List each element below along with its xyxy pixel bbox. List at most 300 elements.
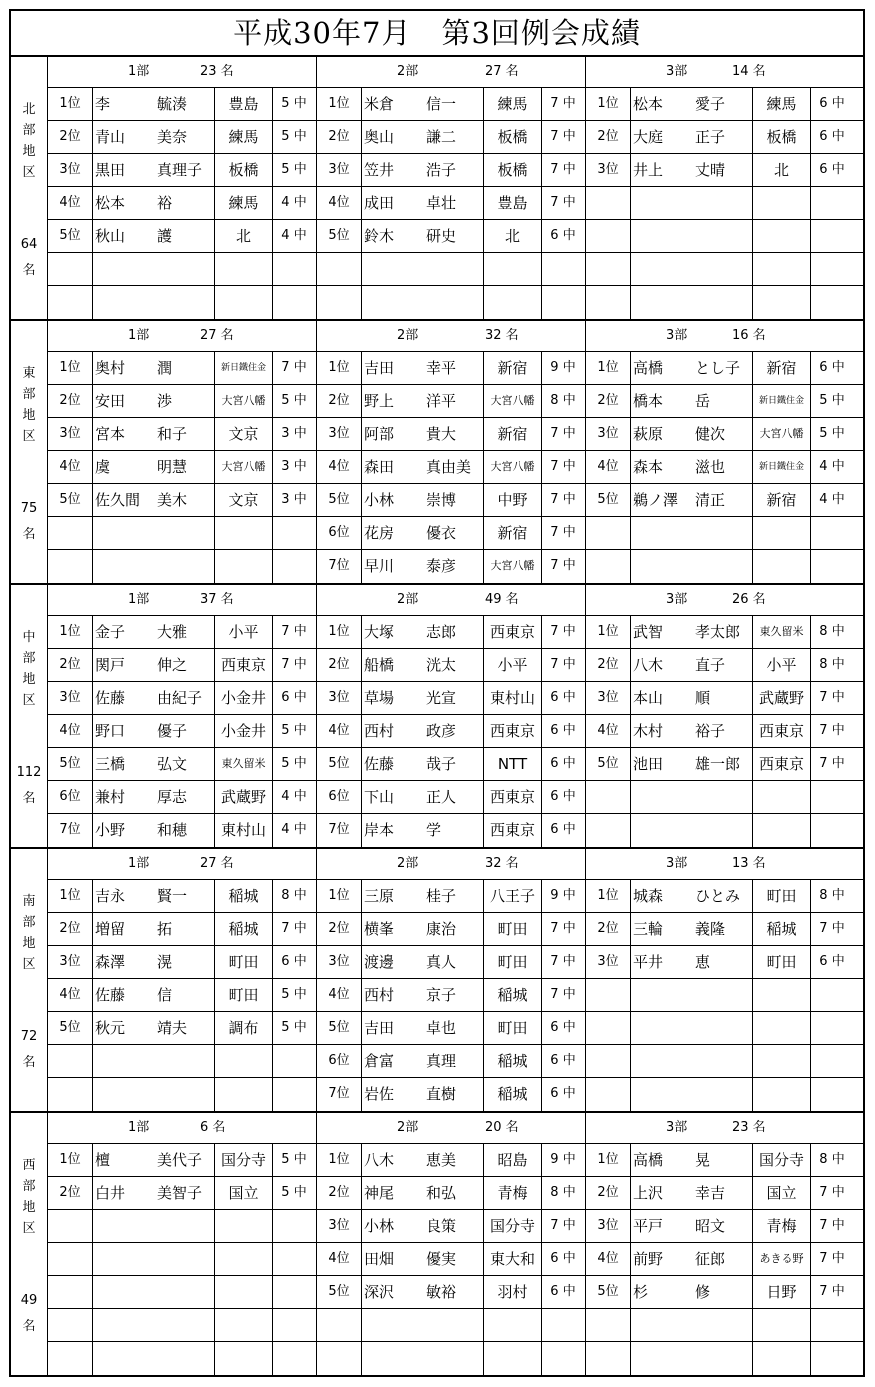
division-name: 2部	[397, 1120, 419, 1135]
table-row	[317, 1144, 585, 1177]
table-row	[317, 1045, 585, 1078]
club-cell: 練馬	[215, 121, 273, 153]
score-cell: 7 中	[819, 1185, 845, 1200]
given-name-cell: 幸平	[426, 352, 484, 384]
club-cell: 新日鐵住金	[753, 385, 811, 417]
club-cell: 文京	[215, 484, 273, 516]
club-cell: 昭島	[484, 1144, 542, 1176]
table-row	[317, 1177, 585, 1210]
club-cell: 町田	[484, 913, 542, 945]
region-label	[11, 585, 48, 847]
club-cell	[215, 1078, 273, 1111]
surname-cell	[631, 781, 695, 813]
rank-cell	[586, 814, 631, 847]
given-name-cell: 真理子	[157, 154, 215, 186]
score-cell: 6 中	[819, 129, 845, 144]
table-row	[586, 352, 863, 385]
score-cell	[273, 1078, 315, 1111]
division-rows	[48, 88, 316, 319]
table-row	[586, 385, 863, 418]
rank-cell	[586, 1012, 631, 1044]
division-table	[317, 1113, 586, 1377]
division-rows	[48, 1144, 316, 1375]
score-cell: 7 中	[550, 426, 576, 441]
rank-cell	[317, 253, 362, 285]
rank-cell: 4位	[586, 1243, 631, 1275]
rank-cell: 5位	[48, 1012, 93, 1044]
surname-cell: 大庭	[633, 128, 664, 146]
table-row	[586, 715, 863, 748]
given-name-cell	[695, 220, 753, 252]
table-row	[317, 451, 585, 484]
division-header	[586, 849, 863, 880]
score-cell	[273, 550, 315, 583]
given-name-cell: 光宣	[426, 682, 484, 714]
division-table	[48, 849, 317, 1111]
rank-cell: 3位	[317, 682, 362, 714]
club-cell: 西東京	[484, 616, 542, 648]
table-row	[586, 187, 863, 220]
club-cell: 稲城	[484, 1045, 542, 1077]
surname-cell	[93, 1078, 157, 1111]
score-cell: 5 中	[819, 426, 845, 441]
table-row	[317, 352, 585, 385]
table-row	[317, 187, 585, 220]
given-name-cell: 真理	[426, 1045, 484, 1077]
score-cell: 8 中	[819, 888, 845, 903]
table-row	[586, 88, 863, 121]
score-cell: 7 中	[550, 624, 576, 639]
surname-cell: 佐藤	[364, 755, 395, 773]
given-name-cell: 拓	[157, 913, 215, 945]
score-cell	[811, 1045, 853, 1077]
given-name-cell	[695, 1045, 753, 1077]
score-cell: 6 中	[819, 360, 845, 375]
score-cell: 7 中	[281, 921, 307, 936]
rank-cell: 5位	[317, 1012, 362, 1044]
rank-cell	[48, 253, 93, 285]
club-cell	[753, 253, 811, 285]
rank-cell: 1位	[48, 352, 93, 384]
surname-cell: 奥山	[364, 128, 395, 146]
given-name-cell: 卓也	[426, 1012, 484, 1044]
table-row	[586, 1177, 863, 1210]
club-cell: 八王子	[484, 880, 542, 912]
division-rows	[48, 352, 316, 583]
rank-cell: 1位	[586, 616, 631, 648]
score-cell	[542, 286, 584, 319]
division-rows	[586, 1144, 863, 1375]
surname-cell	[631, 1342, 695, 1375]
division-table	[48, 57, 317, 319]
given-name-cell: 卓壮	[426, 187, 484, 219]
given-name-cell: 優実	[426, 1243, 484, 1275]
division-name: 1部	[128, 64, 150, 79]
division-header	[317, 585, 585, 616]
score-cell	[811, 187, 853, 219]
table-row	[586, 286, 863, 319]
division-header	[48, 321, 316, 352]
region-name-char: 南	[22, 894, 36, 909]
given-name-cell: 真人	[426, 946, 484, 978]
rank-cell: 3位	[586, 946, 631, 978]
region-name-char: 中	[22, 630, 36, 645]
table-row	[586, 616, 863, 649]
division-name: 3部	[666, 1120, 688, 1135]
given-name-cell: 恵美	[426, 1144, 484, 1176]
rank-cell: 2位	[48, 649, 93, 681]
surname-cell: 高橋	[633, 1151, 664, 1169]
division-name: 1部	[128, 328, 150, 343]
given-name-cell	[695, 814, 753, 847]
table-row	[317, 946, 585, 979]
surname-cell: 佐久間	[95, 491, 141, 509]
rank-cell: 3位	[317, 946, 362, 978]
score-cell	[811, 814, 853, 847]
table-row	[586, 814, 863, 847]
rank-cell: 2位	[317, 121, 362, 153]
club-cell: 調布	[215, 1012, 273, 1044]
table-row	[317, 979, 585, 1012]
given-name-cell: 和弘	[426, 1177, 484, 1209]
given-name-cell	[695, 550, 753, 583]
given-name-cell: 順	[695, 682, 753, 714]
given-name-cell: 直樹	[426, 1078, 484, 1111]
region-name	[11, 1155, 47, 1239]
rank-cell	[586, 517, 631, 549]
club-cell: 板橋	[484, 121, 542, 153]
club-cell: 国立	[753, 1177, 811, 1209]
given-name-cell: 孝太郎	[695, 616, 753, 648]
score-cell: 9 中	[550, 888, 576, 903]
surname-cell: 橋本	[633, 392, 664, 410]
score-cell	[811, 1078, 853, 1111]
table-row	[48, 715, 316, 748]
surname-cell	[362, 1342, 426, 1375]
rank-cell: 6位	[48, 781, 93, 813]
score-cell: 6 中	[550, 1251, 576, 1266]
table-row	[48, 979, 316, 1012]
division-header	[317, 321, 585, 352]
given-name-cell: 美智子	[157, 1177, 215, 1209]
table-row	[48, 220, 316, 253]
score-cell	[811, 220, 853, 252]
surname-cell: 木村	[633, 722, 664, 740]
club-cell	[215, 1342, 273, 1375]
region-member-count	[11, 496, 47, 548]
rank-cell: 4位	[317, 715, 362, 747]
given-name-cell: 義隆	[695, 913, 753, 945]
rank-cell: 6位	[317, 1045, 362, 1077]
club-cell: 大宮八幡	[484, 451, 542, 483]
table-row	[586, 748, 863, 781]
table-row	[586, 451, 863, 484]
rank-cell: 2位	[48, 1177, 93, 1209]
table-row	[48, 1276, 316, 1309]
score-cell	[811, 253, 853, 285]
surname-cell: 秋山	[95, 227, 126, 245]
surname-cell	[93, 1276, 157, 1308]
surname-cell: 深沢	[364, 1283, 395, 1301]
given-name-cell: 渉	[157, 385, 215, 417]
region-name-char: 地	[22, 936, 36, 951]
surname-cell: 船橋	[364, 656, 395, 674]
given-name-cell: 厚志	[157, 781, 215, 813]
table-row	[586, 1210, 863, 1243]
club-cell: 国立	[215, 1177, 273, 1209]
region-count-part: 112	[16, 765, 42, 780]
table-row	[48, 550, 316, 583]
score-cell: 6 中	[550, 723, 576, 738]
club-cell: 東大和	[484, 1243, 542, 1275]
rank-cell	[48, 1210, 93, 1242]
club-cell	[484, 253, 542, 285]
surname-cell	[93, 1243, 157, 1275]
score-cell	[811, 550, 853, 583]
division-table	[48, 321, 317, 583]
given-name-cell: 丈晴	[695, 154, 753, 186]
region-block	[11, 321, 863, 585]
surname-cell	[631, 1045, 695, 1077]
region-name-char: 地	[22, 672, 36, 687]
club-cell: 大宮八幡	[484, 550, 542, 583]
surname-cell	[93, 1045, 157, 1077]
division-header	[586, 57, 863, 88]
rank-cell	[48, 286, 93, 319]
surname-cell: 岩佐	[364, 1085, 395, 1103]
table-row	[586, 1342, 863, 1375]
table-row	[317, 1309, 585, 1342]
surname-cell: 阿部	[364, 425, 395, 443]
club-cell: 東久留米	[753, 616, 811, 648]
region-count-part: 64	[20, 237, 38, 252]
score-cell	[542, 1342, 584, 1375]
table-row	[48, 154, 316, 187]
rank-cell: 4位	[317, 1243, 362, 1275]
division-header	[317, 849, 585, 880]
table-row	[48, 385, 316, 418]
score-cell: 7 中	[550, 129, 576, 144]
club-cell: 練馬	[215, 187, 273, 219]
division-name: 2部	[397, 64, 419, 79]
table-row	[586, 550, 863, 583]
rank-cell: 3位	[48, 154, 93, 186]
division-name: 3部	[666, 856, 688, 871]
table-row	[586, 1045, 863, 1078]
score-cell: 6 中	[819, 96, 845, 111]
surname-cell: 関戸	[95, 656, 126, 674]
rank-cell	[586, 253, 631, 285]
given-name-cell	[695, 187, 753, 219]
given-name-cell: 靖夫	[157, 1012, 215, 1044]
table-row	[48, 352, 316, 385]
rank-cell: 1位	[317, 616, 362, 648]
given-name-cell	[157, 286, 215, 319]
club-cell: 町田	[215, 979, 273, 1011]
given-name-cell	[426, 1309, 484, 1341]
rank-cell: 2位	[317, 385, 362, 417]
score-cell: 7 中	[550, 162, 576, 177]
given-name-cell: 裕	[157, 187, 215, 219]
table-row	[48, 1210, 316, 1243]
table-row	[586, 484, 863, 517]
surname-cell: 黒田	[95, 161, 126, 179]
surname-cell: 西村	[364, 722, 395, 740]
table-row	[317, 220, 585, 253]
score-cell	[542, 253, 584, 285]
table-row	[48, 1045, 316, 1078]
surname-cell: 安田	[95, 392, 126, 410]
region-name-char: 北	[22, 102, 36, 117]
given-name-cell: ひとみ	[695, 880, 753, 912]
club-cell: 西東京	[484, 781, 542, 813]
score-cell: 7 中	[550, 492, 576, 507]
division-rows	[317, 616, 585, 847]
club-cell: 西東京	[215, 649, 273, 681]
table-row	[317, 1012, 585, 1045]
region-name-char: 部	[22, 651, 36, 666]
region-name	[11, 363, 47, 447]
rank-cell: 1位	[586, 1144, 631, 1176]
rank-cell: 5位	[48, 748, 93, 780]
division-entrant-count: 14 名	[732, 64, 766, 79]
given-name-cell: 明慧	[157, 451, 215, 483]
given-name-cell	[157, 517, 215, 549]
club-cell: 豊島	[484, 187, 542, 219]
rank-cell	[48, 1045, 93, 1077]
surname-cell: 井上	[633, 161, 664, 179]
club-cell	[753, 1078, 811, 1111]
given-name-cell: 桂子	[426, 880, 484, 912]
given-name-cell	[157, 1276, 215, 1308]
rank-cell	[317, 1309, 362, 1341]
region-block	[11, 849, 863, 1113]
club-cell: 町田	[753, 880, 811, 912]
table-row	[586, 880, 863, 913]
rank-cell: 4位	[317, 187, 362, 219]
division-entrant-count: 26 名	[732, 592, 766, 607]
surname-cell: 増留	[95, 920, 126, 938]
score-cell: 7 中	[550, 954, 576, 969]
surname-cell: 西村	[364, 986, 395, 1004]
score-cell: 7 中	[281, 657, 307, 672]
table-row	[317, 385, 585, 418]
surname-cell: 城森	[633, 887, 664, 905]
score-cell: 4 中	[819, 492, 845, 507]
given-name-cell	[157, 253, 215, 285]
rank-cell: 3位	[586, 1210, 631, 1242]
division-table	[586, 585, 863, 847]
rank-cell	[48, 1078, 93, 1111]
surname-cell: 平戸	[633, 1217, 664, 1235]
rank-cell	[586, 781, 631, 813]
table-row	[586, 1243, 863, 1276]
surname-cell	[631, 187, 695, 219]
score-cell	[811, 1309, 853, 1341]
division-rows	[317, 880, 585, 1111]
surname-cell: 三輪	[633, 920, 664, 938]
rank-cell	[48, 1276, 93, 1308]
region-name-char: 区	[22, 1221, 36, 1236]
given-name-cell	[157, 550, 215, 583]
table-row	[317, 814, 585, 847]
surname-cell: 白井	[95, 1184, 126, 1202]
division-header	[317, 57, 585, 88]
region-name	[11, 891, 47, 975]
club-cell: 新日鐵住金	[753, 451, 811, 483]
division-table	[317, 849, 586, 1111]
club-cell: 練馬	[753, 88, 811, 120]
surname-cell: 宮本	[95, 425, 126, 443]
division-rows	[48, 616, 316, 847]
club-cell: 北	[484, 220, 542, 252]
score-cell: 7 中	[819, 756, 845, 771]
rank-cell: 3位	[317, 154, 362, 186]
region-name-char: 東	[22, 366, 36, 381]
division-entrant-count: 27 名	[200, 328, 234, 343]
given-name-cell: 敏裕	[426, 1276, 484, 1308]
division-name: 1部	[128, 1120, 150, 1135]
results-sheet	[9, 9, 865, 1377]
given-name-cell: 雄一郎	[695, 748, 753, 780]
surname-cell: 森本	[633, 458, 664, 476]
score-cell	[273, 1342, 315, 1375]
rank-cell	[48, 550, 93, 583]
rank-cell: 7位	[48, 814, 93, 847]
surname-cell	[362, 1309, 426, 1341]
surname-cell: 金子	[95, 623, 126, 641]
table-row	[586, 418, 863, 451]
rank-cell	[48, 1309, 93, 1341]
surname-cell	[362, 286, 426, 319]
surname-cell	[93, 286, 157, 319]
surname-cell	[631, 253, 695, 285]
club-cell	[753, 1045, 811, 1077]
division-table	[317, 57, 586, 319]
rank-cell: 2位	[317, 913, 362, 945]
rank-cell: 5位	[586, 748, 631, 780]
division-name: 2部	[397, 328, 419, 343]
division-rows	[586, 88, 863, 319]
division-table	[317, 585, 586, 847]
score-cell: 5 中	[819, 393, 845, 408]
table-row	[48, 253, 316, 286]
table-row	[48, 946, 316, 979]
club-cell: 新宿	[484, 352, 542, 384]
region-name-char: 区	[22, 957, 36, 972]
region-name-char: 区	[22, 693, 36, 708]
given-name-cell	[695, 517, 753, 549]
rank-cell: 4位	[48, 979, 93, 1011]
surname-cell: 小林	[364, 1217, 395, 1235]
table-row	[586, 1078, 863, 1111]
club-cell: 板橋	[484, 154, 542, 186]
given-name-cell: とし子	[695, 352, 753, 384]
given-name-cell: 謙二	[426, 121, 484, 153]
division-rows	[317, 88, 585, 319]
surname-cell	[631, 286, 695, 319]
division-entrant-count: 23 名	[200, 64, 234, 79]
given-name-cell: 伸之	[157, 649, 215, 681]
surname-cell: 渡邊	[364, 953, 395, 971]
club-cell	[215, 1243, 273, 1275]
table-row	[586, 517, 863, 550]
table-row	[48, 418, 316, 451]
division-name: 3部	[666, 64, 688, 79]
division-header	[48, 1113, 316, 1144]
score-cell: 5 中	[281, 162, 307, 177]
rank-cell: 3位	[317, 1210, 362, 1242]
